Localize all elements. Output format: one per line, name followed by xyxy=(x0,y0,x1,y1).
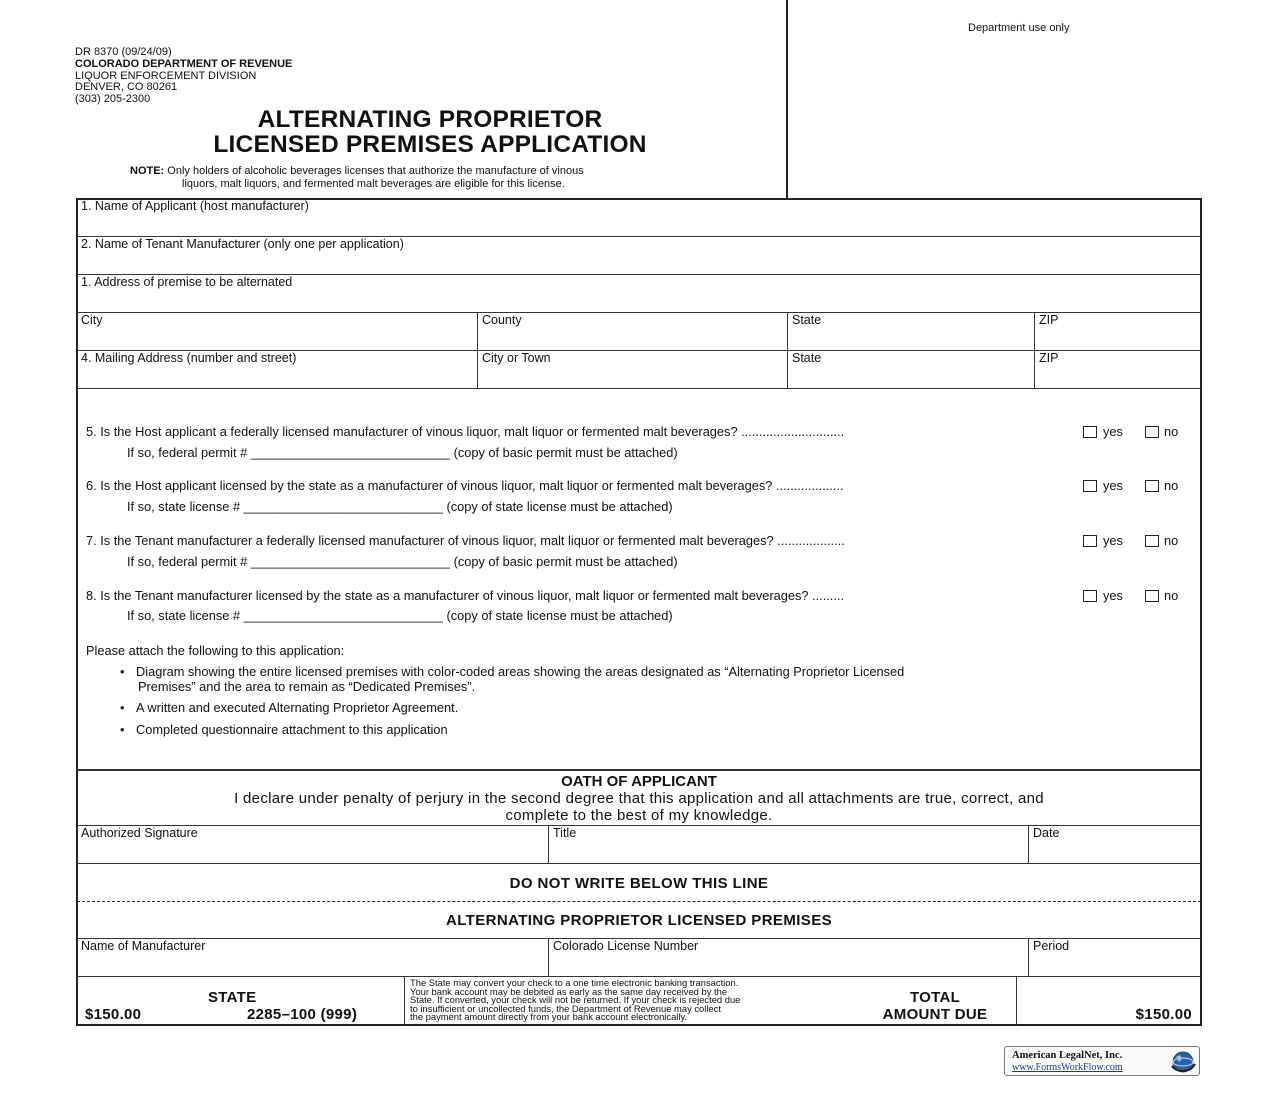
bullet-icon: • xyxy=(120,664,125,679)
note-line1: Only holders of alcoholic beverages licenses that authorize the manufacture of vinous xyxy=(167,165,584,177)
disclaimer-line: The State may convert your check to a one time electronic banking transaction. xyxy=(410,977,739,988)
total-label-line2: AMOUNT DUE xyxy=(882,1006,988,1023)
state-fee-amount: $150.00 xyxy=(85,1006,142,1023)
mailing-state-field[interactable]: State xyxy=(792,351,822,365)
agency-block xyxy=(75,47,292,106)
q6-state-license-field[interactable]: If so, state license # ____________________________ (copy of state license must be attached) xyxy=(127,499,673,514)
signature-date-field[interactable]: Date xyxy=(1033,826,1060,840)
note-label: NOTE: xyxy=(130,165,165,177)
divider xyxy=(1034,312,1035,389)
question-5: 5. Is the Host applicant a federally licensed manufacturer of vinous liquor, malt liquor or fermented malt beverages? ............................. xyxy=(86,424,845,439)
form-title-line1: ALTERNATING PROPRIETOR xyxy=(257,106,603,133)
no-label: no xyxy=(1164,424,1179,439)
attachment-item-text: Premises” and the area to remain as “Dedicated Premises”. xyxy=(138,679,476,694)
rule xyxy=(77,769,1201,771)
note-line2: liquors, malt liquors, and fermented malt beverages are eligible for this license. xyxy=(182,177,565,190)
rule xyxy=(77,388,1201,389)
form-title-line2: LICENSED PREMISES APPLICATION xyxy=(213,131,647,158)
state-fee-code: 2285–100 (999) xyxy=(247,1006,358,1023)
divider xyxy=(548,825,549,863)
manufacturer-name-field[interactable]: Name of Manufacturer xyxy=(81,939,206,953)
question-6: 6. Is the Host applicant licensed by the state as a manufacturer of vinous liquor, malt liquor or fermented malt beverages? ................... xyxy=(86,478,844,493)
globe-icon xyxy=(1168,1049,1196,1075)
division-name: LIQUOR ENFORCEMENT DIVISION xyxy=(75,69,257,82)
no-label: no xyxy=(1164,478,1179,493)
do-not-write-notice: DO NOT WRITE BELOW THIS LINE xyxy=(509,875,769,892)
attachment-item-text: A written and executed Alternating Proprietor Agreement. xyxy=(136,700,459,715)
disclaimer-line: State. If converted, your check will not be returned. If your check is rejected due xyxy=(410,994,741,1006)
oath-line1: I declare under penalty of perjury in the second degree that this application and all attachments are true, correct, and xyxy=(234,790,1044,807)
divider xyxy=(1028,938,1029,976)
divider xyxy=(1016,976,1017,1026)
rule xyxy=(77,863,1201,864)
divider xyxy=(548,938,549,976)
agency-phone: (303) 205-2300 xyxy=(75,93,151,106)
question-7: 7. Is the Tenant manufacturer a federally licensed manufacturer of vinous liquor, malt liquor or fermented malt beverages? ................... xyxy=(86,533,845,548)
agency-city: DENVER, CO 80261 xyxy=(75,81,178,94)
attachment-item-text: Completed questionnaire attachment to this application xyxy=(136,722,448,737)
tenant-name-field[interactable]: 2. Name of Tenant Manufacturer (only one per application) xyxy=(81,237,404,251)
attachment-item xyxy=(120,722,448,737)
q6-yes-checkbox[interactable] xyxy=(1083,480,1097,492)
divider xyxy=(787,312,788,389)
q7-no-checkbox[interactable] xyxy=(1145,535,1159,547)
total-amount-due: $150.00 xyxy=(1135,1006,1192,1023)
mailing-address-field[interactable]: 4. Mailing Address (number and street) xyxy=(81,351,297,365)
header-divider xyxy=(786,0,788,199)
dashed-cut-line xyxy=(77,901,1201,902)
rule xyxy=(77,312,1201,313)
eligibility-note xyxy=(130,165,740,190)
q5-no-checkbox[interactable] xyxy=(1145,426,1159,438)
q6-no-checkbox[interactable] xyxy=(1145,480,1159,492)
divider xyxy=(404,976,405,1026)
q5-federal-permit-field[interactable]: If so, federal permit # ____________________________ (copy of basic permit must be attached) xyxy=(127,445,678,460)
yes-label: yes xyxy=(1103,478,1123,493)
city-or-town-field[interactable]: City or Town xyxy=(482,351,551,365)
no-label: no xyxy=(1164,588,1179,603)
no-label: no xyxy=(1164,533,1179,548)
applicant-name-field[interactable]: 1. Name of Applicant (host manufacturer) xyxy=(81,199,309,213)
logo-url-link[interactable]: www.FormsWorkFlow.com xyxy=(1012,1062,1123,1073)
premise-address-field[interactable]: 1. Address of premise to be alternated xyxy=(81,275,293,289)
attachment-item-text: Diagram showing the entire licensed premises with color-coded areas showing the areas designated as “Alternating Proprietor Licensed xyxy=(136,664,905,679)
total-label-line1: TOTAL xyxy=(909,989,961,1006)
disclaimer-line: Your bank account may be debited as early as the same day received by the xyxy=(410,985,728,997)
q7-yes-checkbox[interactable] xyxy=(1083,535,1097,547)
city-field[interactable]: City xyxy=(81,313,103,327)
q7-federal-permit-field[interactable]: If so, federal permit # ____________________________ (copy of basic permit must be attached) xyxy=(127,554,678,569)
yes-label: yes xyxy=(1103,588,1123,603)
q5-yes-checkbox[interactable] xyxy=(1083,426,1097,438)
agency-name: COLORADO DEPARTMENT OF REVENUE xyxy=(75,57,293,70)
american-legalnet-logo[interactable] xyxy=(1004,1046,1200,1076)
divider xyxy=(477,312,478,389)
mailing-zip-field[interactable]: ZIP xyxy=(1039,351,1059,365)
authorized-signature-field[interactable]: Authorized Signature xyxy=(81,826,198,840)
disclaimer-line: the payment amount directly from your bank account electronically. xyxy=(410,1011,688,1023)
zip-field[interactable]: ZIP xyxy=(1039,313,1059,327)
period-field[interactable]: Period xyxy=(1033,939,1070,953)
license-number-field[interactable]: Colorado License Number xyxy=(553,939,699,953)
divider xyxy=(1028,825,1029,863)
q8-no-checkbox[interactable] xyxy=(1145,590,1159,602)
question-8: 8. Is the Tenant manufacturer licensed by the state as a manufacturer of vinous liquor, malt liquor or fermented malt beverages? ......... xyxy=(86,588,845,603)
state-field[interactable]: State xyxy=(792,313,822,327)
county-field[interactable]: County xyxy=(482,313,522,327)
attachment-item xyxy=(120,700,458,715)
q8-yes-checkbox[interactable] xyxy=(1083,590,1097,602)
department-use-label: Department use only xyxy=(968,22,1070,34)
oath-line2: complete to the best of my knowledge. xyxy=(505,807,773,824)
yes-label: yes xyxy=(1103,533,1123,548)
q8-state-license-field[interactable]: If so, state license # ____________________________ (copy of state license must be attached) xyxy=(127,608,673,623)
signer-title-field[interactable]: Title xyxy=(553,826,577,840)
office-section-title: ALTERNATING PROPRIETOR LICENSED PREMISES xyxy=(445,912,833,929)
bullet-icon: • xyxy=(120,700,125,715)
form-number: DR 8370 (09/24/09) xyxy=(75,46,172,58)
oath-title: OATH OF APPLICANT xyxy=(561,773,717,790)
state-fee-label: STATE xyxy=(208,989,257,1006)
attachments-header: Please attach the following to this application: xyxy=(86,643,345,658)
attachment-item xyxy=(120,664,904,694)
bullet-icon: • xyxy=(120,722,125,737)
logo-company-name: American LegalNet, Inc. xyxy=(1012,1050,1123,1061)
check-conversion-disclaimer xyxy=(410,979,855,1022)
yes-label: yes xyxy=(1103,424,1123,439)
disclaimer-line: to insufficient or uncollected funds, the Department of Revenue may collect xyxy=(410,1002,721,1014)
oath-statement xyxy=(96,790,1182,824)
